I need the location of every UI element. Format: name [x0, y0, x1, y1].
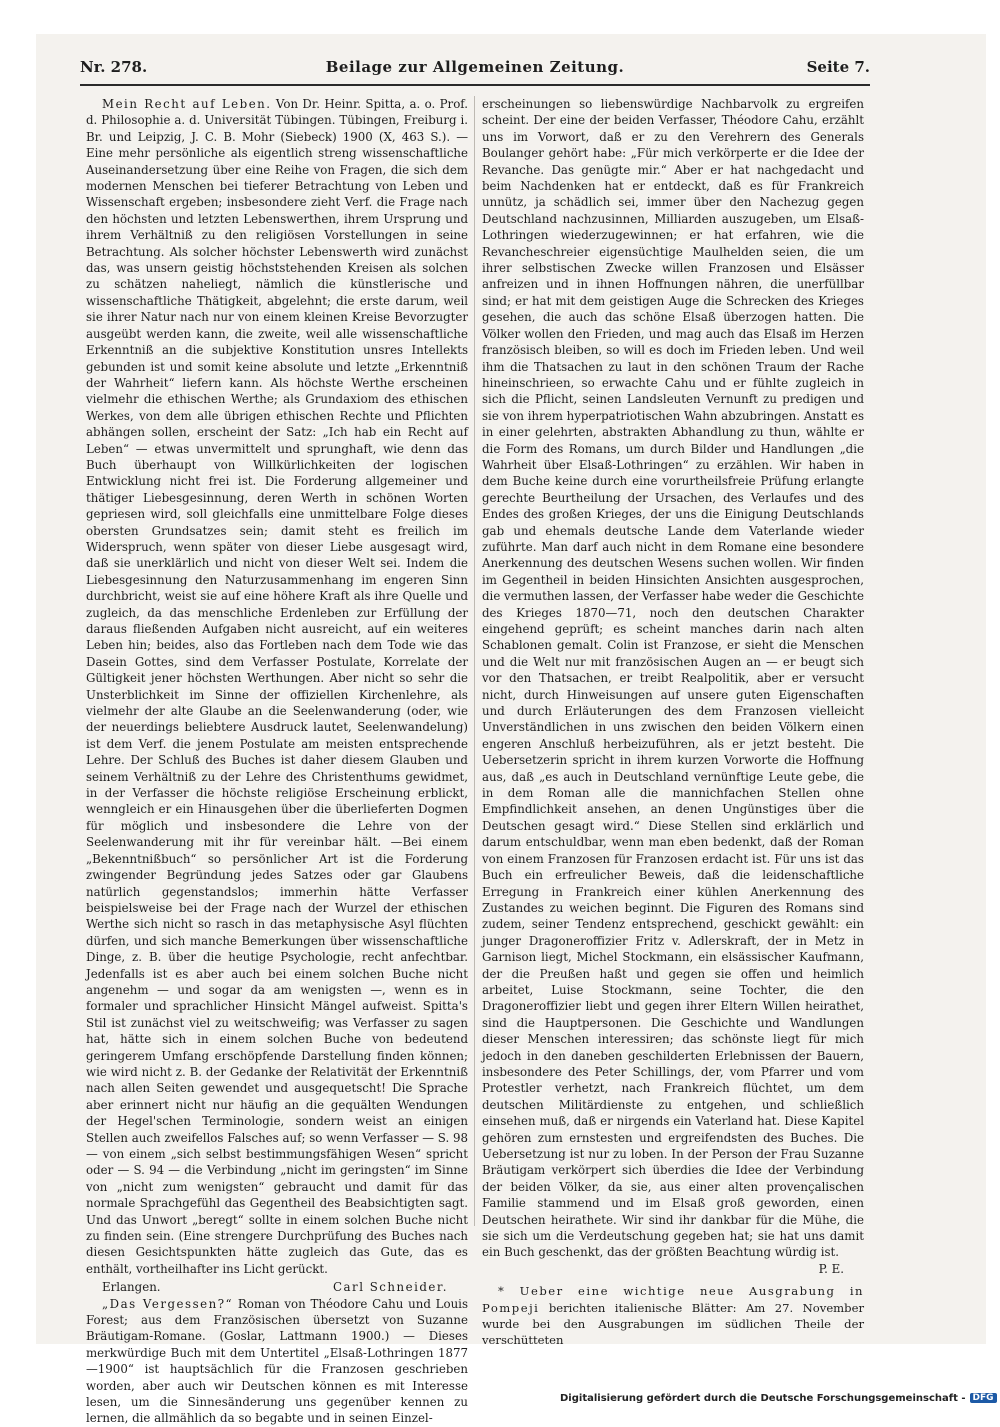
review-title: Mein Recht auf Leben.: [102, 97, 272, 111]
pompeji-note: [482, 1283, 864, 1349]
review-title: „Das Vergessen?“: [102, 1296, 234, 1311]
review-continuation: erscheinungen so liebenswürdige Nachbarvolk zu ergreifen scheint. Der eine der beiden Verfasser, Théodore Cahu, erzählt uns im Vorwort, daß er zu den Verehrern des Generals Boulanger gehört habe: „Für mich verkörperte er die Idee der Revanche. Das genügte mir.“ Aber er hat nachgedacht und beim Nachdenken hat er entdeckt, daß es für Frankreich unnütz, ja schädlich sei, immer über den Nachezug gegen Deutschland nachzusinnen, Milliarden auszugeben, um Elsaß-Lothringen wiederzugewinnen; er hat erfahren, wie die Revancheschreier eigensüchtige Maulhelden seien, die um ihrer selbstischen Zwecke willen Franzosen und Elsässer anfreizen und in ihnen Hoffnungen nähren, die unerfüllbar sind; er hat mit dem geistigen Auge die Schrecken des Krieges gesehen, die auch das schöne Elsaß überzogen hatten. Die Völker wollen den Frieden, und mag auch das Elsaß im Herzen französisch bleiben, so will es doch im Frieden leben. Und weil ihm die Thatsachen zu laut in den schönen Traum der Rache hineinschrieen, so erwachte Cahu und er fühlte zugleich in sich die Pflicht, seinen Landsleuten Vernunft zu predigen und sie von ihrem hyperpatriotischen Wahn abzubringen. Anstatt es in einer gelehrten, abstrakten Abhandlung zu thun, wählte er die Form des Romans, um durch Bilder und Handlungen „die Wahrheit über Elsaß-Lothringen“ zu erzählen. Wir haben in dem Buche keine durch eine vorurtheilsfreie Prüfung erlangte gerechte Beurtheilung der Ursachen, des Verlaufes und des Endes des großen Krieges, der uns die Einigung Deutschlands gab und ehemals deutsche Lande dem Vaterlande wieder zuführte. Man darf auch nicht in dem Romane eine besondere Anerkennung des deutschen Wesens suchen wollen. Wir finden im Gegentheil in beiden Hinsichten Ansichten ausgesprochen, die vermuthen lassen, der Verfasser habe weder die Geschichte des Krieges 1870—71, noch den deutschen Charakter eingehend geprüft; es scheint manches darin nach alten Schablonen gemalt. Colin ist Franzose, er sieht die Menschen und die Welt nur mit französischen Augen an — er beugt sich vor den Thatsachen, er treibt Realpolitik, aber er versucht nicht, durch Hinweisungen auf unsere guten Eigenschaften und durch Erläuterungen des dem Franzosen vielleicht Unverständlichen in uns zwischen den beiden Völkern einen engeren Anschluß herbeizuführen, als er jetzt besteht. Die Uebersetzerin spricht in ihrem kurzen Vorworte die Hoffnung aus, daß „es auch in Deutschland vernünftige Leute gebe, die in dem Roman alle die mannichfachen Stellen ohne Empfindlichkeit ansehen, an denen Ungünstiges über die Deutschen gesagt wird.“ Diese Stellen sind erklärlich und darum entschuldbar, wenn man eben bedenkt, daß der Roman von einem Franzosen für Franzosen erdacht ist. Für uns ist das Buch ein erfreulicher Beweis, daß die leidenschaftliche Erregung in Frankreich einer kühlen Anerkennung des Zustandes zu weichen beginnt. Die Figuren des Romans sind zudem, seiner Tendenz entsprechend, geschickt gewählt: ein junger Dragoneroffizier Fritz v. Adlerskraft, der in Metz in Garnison liegt, Michel Stockmann, ein elsässischer Kaufmann, der die Preußen haßt und gegen sie offen und heimlich arbeitet, Luise Stockmann, seine Tochter, die den Dragoneroffizier liebt und gegen ihrer Eltern Willen heirathet, sind die Hauptpersonen. Die Geschichte und Wandlungen dieser Menschen interessiren; das schönste liegt für mich jedoch in den daneben geschilderten Erlebnissen der Bauern, insbesondere des Peter Schillings, der, vom Pfarrer und vom Protestler verhetzt, nach Frankreich flüchtet, um dem deutschen Militärdienste zu entgehen, und schließlich einsehen muß, daß er nirgends ein Vaterland hat. Diese Kapitel gehören zum ernstesten und ergreifendsten des Buches. Die Uebersetzung ist nur zu loben. In der Person der Frau Suzanne Bräutigam verkörpert sich überdies die Idee der Verbindung der beiden Völker, da sie, aus einer alten provençalischen Familie stammend und im Elsaß groß geworden, einen Deutschen heirathete. Wir sind ihr dankbar für die Mühe, die sie sich um die Verdeutschung gegeben hat; sie hat uns damit ein Buch geschenkt, das der größten Beachtung würdig ist.: [482, 97, 864, 1260]
left-column: [86, 96, 468, 1426]
note-title: * Ueber eine wichtige neue Ausgrabung in Pompeji: [482, 1284, 864, 1315]
signature-author: Carl Schneider.: [333, 1280, 448, 1295]
digitization-credit: [560, 1393, 996, 1407]
review-body: Von Dr. Heinr. Spitta, a. o. Prof. d. Philosophie a. d. Universität Tübingen. Tübingen, Freiburg i. Br. und Leipzig, J. C. B. Mohr (Siebeck) 1900 (X, 463 S.). — Eine mehr persönliche als eigentlich streng wissenschaftliche Auseinandersetzung über eine Reihe von Fragen, die sich dem modernen Menschen bei tieferer Betrachtung von Leben und Wissenschaft ergeben; insbesondere zieht Verf. die Frage nach den höchsten und letzten Lebenswerthen, ihrem Ursprung und ihrem Verhältniß zu den religiösen Vorstellungen in seine Betrachtung. Als solcher höchster Lebenswerth wird zunächst das, was unsern geistig höchststehenden Kreisen als solchen zu schätzen naheliegt, nämlich die künstlerische und wissenschaftliche Thätigkeit, abgelehnt; die erste darum, weil sie ihrer Natur nach nur von einem kleinen Kreise Bevorzugter ausgeübt werden kann, die zweite, weil alle wissenschaftliche Erkenntniß an die subjektive Konstitution unsres Intellekts gebunden ist und somit keine absolute und letzte „Erkenntniß der Wahrheit“ liefern kann. Als höchste Werthe erscheinen vielmehr die ethischen Werthe; als Grundaxiom des ethischen Werkes, von dem alle übrigen ethischen Rechte und Pflichten abhängen sollen, erscheint der Satz: „Ich hab ein Recht auf Leben“ — etwas unvermittelt und sprunghaft, wie denn das Buch überhaupt von Willkürlichkeiten der logischen Entwicklung nicht frei ist. Die Forderung allgemeiner und thätiger Liebesgesinnung, deren Werth in schönen Worten gepriesen wird, soll gleichfalls eine unmittelbare Folge dieses obersten Grundsatzes sein; damit steht es freilich im Widerspruch, wenn später von dieser Liebe ausgesagt wird, daß sie unerklärlich und nicht von dieser Welt sei. Indem die Liebesgesinnung den Naturzusammenhang im engeren Sinn durchbricht, weist sie auf eine höhere Kraft als ihre Quelle und zugleich, da das menschliche Erdenleben zur Erfüllung der daraus fließenden Aufgaben nicht ausreicht, auf ein weiteres Leben hin; beides, also das Fortleben nach dem Tode wie das Dasein Gottes, sind dem Verfasser Postulate, Korrelate der Gültigkeit jener höchsten Werthungen. Aber nicht so sehr die Unsterblichkeit im Sinne der offiziellen Kirchenlehre, als vielmehr der alte Glaube an die Seelenwanderung (oder, wie der neuerdings beliebtere Ausdruck lautet, Seelenwandelung) ist dem Verf. die jenem Postulate am meisten entsprechende Lehre. Der Schluß des Buches ist daher diesem Glauben und seinem Verhältniß zu der Lehre des Christenthums gewidmet, in der Verfasser die höchste religiöse Erscheinung erblickt, wenngleich er ein Hinausgehen über die überlieferten Dogmen für möglich und insbesondere die Lehre von der Seelenwanderung mit ihr für vereinbar hält. —Bei einem „Bekenntnißbuch“ so persönlicher Art ist die Forderung zwingender Begründung jedes Satzes oder gar Glaubens natürlich gegenstandslos; immerhin hätte Verfasser beispielsweise bei der Frage nach der Wurzel der ethischen Werthe sich nicht so rasch in das metaphysische Asyl flüchten dürfen, und sich manche Bemerkungen über wissenschaftliche Dinge, z. B. über die heutige Psychologie, recht anfechtbar. Jedenfalls ist es aber auch bei einem solchen Buche nicht angenehm — und sogar da am wenigsten —, wenn es in formaler und sprachlicher Hinsicht Mängel aufweist. Spitta's Stil ist zunächst viel zu weitschweifig; was Verfasser zu sagen hat, hätte sich in einem solchen Buche von bedeutend geringerem Umfang erschöpfende Darstellung finden können; wie wird nicht z. B. der Gedanke der Relativität der Erkenntniß nach allen Seiten gewendet und ausgequetscht! Die Sprache aber erinnert nicht nur häufig an die gequälten Wendungen der Hegel'schen Terminologie, sondern weist an einigen Stellen auch zweifellos Falsches auf; so wenn Verfasser — S. 98 — von einem „sich selbst bestimmungsfähigen Wesen“ spricht oder — S. 94 — die Verbindung „nicht im geringsten“ im Sinne von „nicht zum wenigsten“ gebraucht und damit für das normale Sprachgefühl das Gegentheil des Beabsichtigten sagt. Und das Unwort „beregt“ sollte in einem solchen Buche nicht zu finden sein. (Eine strengere Durchprüfung des Buches nach diesen Gesichtspunkten hätte zugleich das Gute, das es enthält, vortheilhafter ins Licht gerückt.: [86, 97, 468, 1276]
review-signature: [86, 1279, 468, 1295]
review-body: Roman von Théodore Cahu und Louis Forest; aus dem Französischen übersetzt von Suzanne Bräutigam-Romane. (Goslar, Lattmann 1900.) — Dieses merkwürdige Buch mit dem Untertitel „Elsaß-Lothringen 1877—1900“ ist hauptsächlich für die Franzosen geschrieben worden, aber auch wir Deutschen können es mit Interesse lesen, um die Sinnesänderung uns gegenüber kennen zu lernen, die allmählich da so begabte und in seinen Einzel-: [86, 1296, 468, 1426]
credit-text: Digitalisierung gefördert durch die Deutsche Forschungsgemeinschaft -: [560, 1393, 966, 1404]
review-das-vergessen: [86, 1296, 468, 1427]
dfg-logo-icon: DFG: [970, 1393, 997, 1403]
column-divider: [474, 96, 475, 1226]
header-rule: [80, 84, 870, 86]
supplement-title: Beilage zur Allgemeinen Zeitung.: [325, 58, 625, 76]
note-body: berichten italienische Blätter: Am 27. November wurde bei den Ausgrabungen im südlichen Theile der verschütteten: [482, 1300, 864, 1348]
page-header: [80, 58, 870, 82]
issue-number: Nr. 278.: [80, 58, 148, 76]
review-signature: P. E.: [818, 1261, 844, 1276]
right-column: [482, 96, 864, 1348]
review-spitta: [86, 96, 468, 1277]
page-number: Seite 7.: [806, 58, 870, 76]
signature-place: Erlangen.: [102, 1280, 161, 1295]
